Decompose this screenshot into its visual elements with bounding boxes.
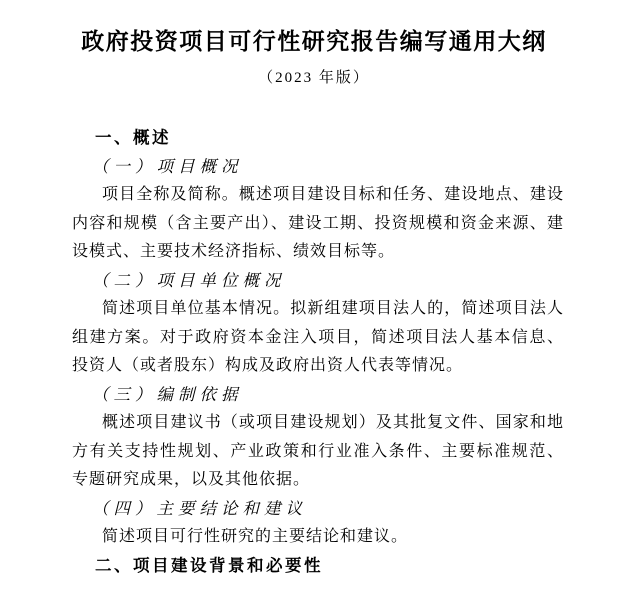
document-title: 政府投资项目可行性研究报告编写通用大纲 xyxy=(81,29,547,54)
subsection-heading-project-overview: （一）项目概况 xyxy=(92,156,243,176)
section-heading-background-necessity: 二、项目建设背景和必要性 xyxy=(95,556,323,575)
paragraph-project-overview: 项目全称及简称。概述项目建设目标和任务、建设地点、建设内容和规模（含主要产出）、建设工期、投资规模和资金来源、建设模式、主要技术经济指标、绩效目标等。 xyxy=(72,186,564,260)
subsection-heading-compilation-basis: （三）编制依据 xyxy=(92,384,243,404)
paragraph-project-unit: 简述项目单位基本情况。拟新组建项目法人的，简述项目法人组建方案。对于政府资本金注入项目，简述项目法人基本信息、投资人（或者股东）构成及政府出资人代表等情况。 xyxy=(72,300,564,374)
document-body xyxy=(72,124,564,580)
document-subtitle: （2023 年版） xyxy=(258,70,370,86)
paragraph-main-conclusions: 简述项目可行性研究的主要结论和建议。 xyxy=(102,528,409,545)
section-heading-overview: 一、概述 xyxy=(95,129,171,147)
subsection-heading-main-conclusions: （四）主要结论和建议 xyxy=(92,498,307,518)
subsection-heading-project-unit: （二）项目单位概况 xyxy=(92,270,286,290)
paragraph-compilation-basis: 概述项目建议书（或项目建设规划）及其批复文件、国家和地方有关支持性规划、产业政策和行业准入条件、主要标准规范、专题研究成果，以及其他依据。 xyxy=(72,414,564,488)
